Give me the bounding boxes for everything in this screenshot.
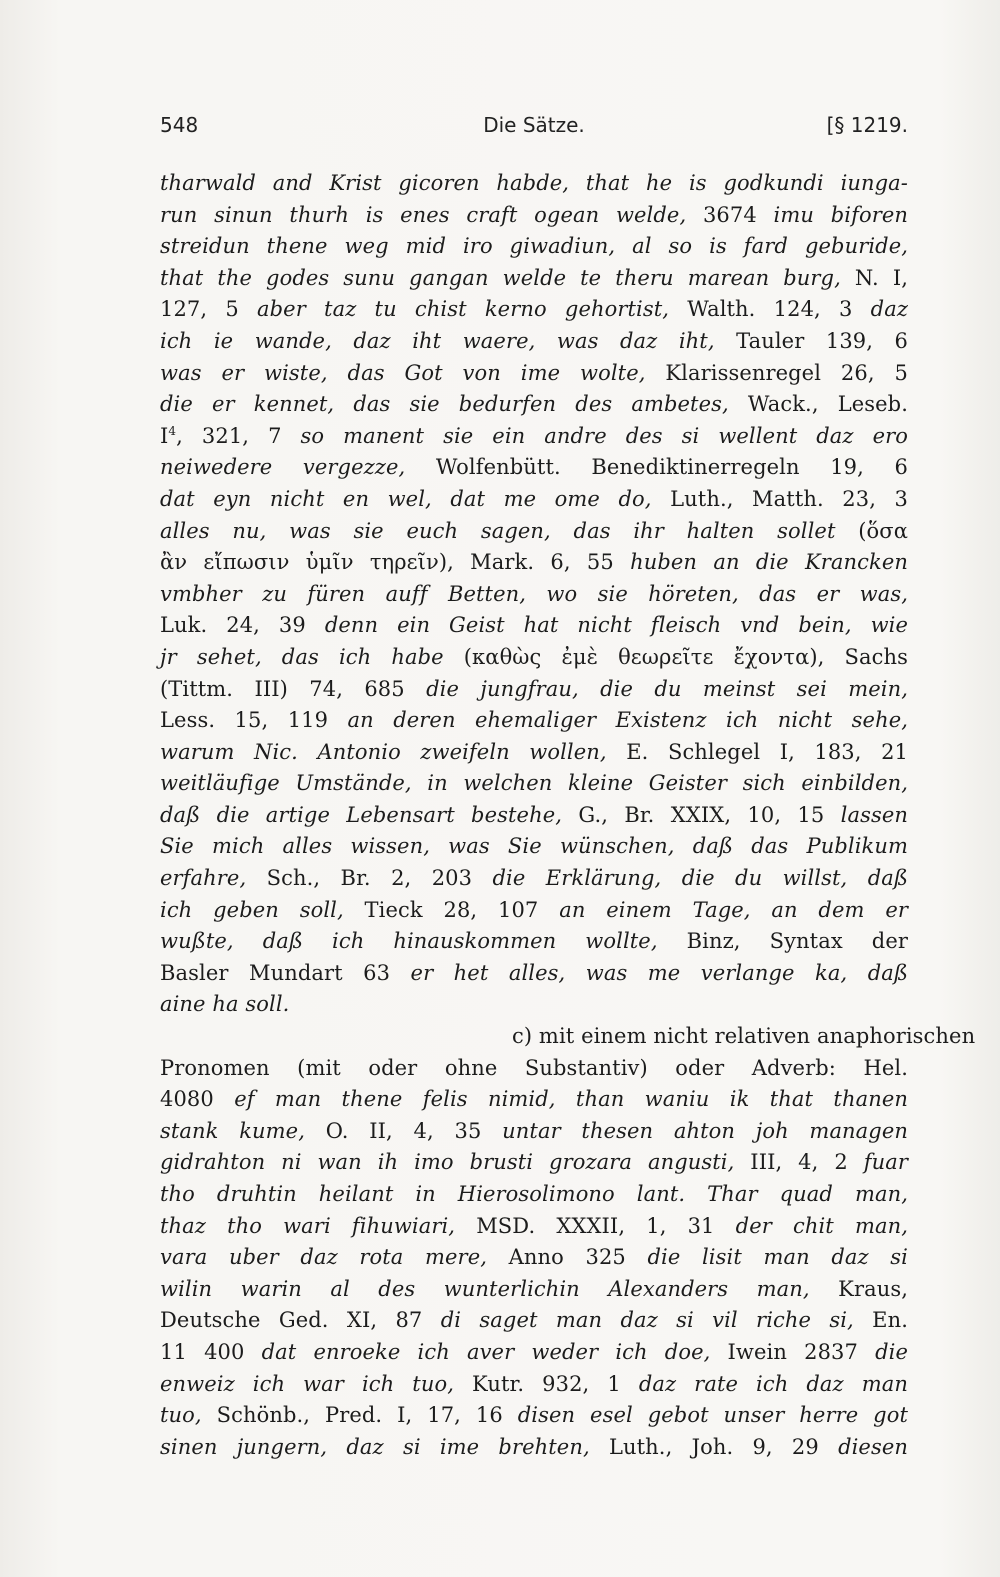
citation-text: Iwein 2837 [727,1339,876,1364]
quoted-text: fuar [863,1150,908,1175]
text-line [160,926,908,958]
quoted-text: dat enroeke ich aver weder ich doe, [261,1339,728,1364]
quoted-text: neiwedere vergezze, [160,455,436,480]
quoted-text: imu biforen [756,202,908,227]
running-title: Die Sätze. [483,113,585,137]
citation-text: Less. 15, 119 [160,708,348,733]
citation-text: Deutsche Ged. XI, 87 [160,1308,441,1333]
citation-text: Anno 325 [508,1245,648,1270]
text-line [160,1021,976,1053]
citation-text: c) mit einem nicht relativen anaphorischen [512,1024,976,1049]
text-line [160,294,908,326]
text-line [160,863,908,895]
text-line [160,989,908,1021]
citation-text: 4080 [160,1087,235,1112]
quoted-text: erfahre, [160,866,267,891]
citation-text: En. [872,1308,909,1333]
citation-text: Basler Mundart 63 [160,960,411,985]
page-number: 548 [160,113,199,137]
section-number: [§ 1219. [826,113,908,137]
text-line [160,1400,908,1432]
citation-text: Kraus, [838,1276,908,1301]
text-line [160,168,908,200]
citation-text: Wack., Leseb. [747,392,908,417]
quoted-text: disen esel gebot unser herre got [517,1403,908,1428]
quoted-text: di saget man daz si vil riche si, [440,1308,873,1333]
citation-text: I [160,423,169,448]
text-line [160,1211,908,1243]
quoted-text: weitläufige Umstände, in welchen kleine Geister sich einbilden, [160,771,908,796]
citation-text: Wolfenbütt. Benediktinerregeln 19, 6 [435,455,908,480]
quoted-text: tharwald and Krist gicoren habde, that he is godkundi iunga- [160,171,908,195]
quoted-text: enweiz ich war ich tuo, [160,1371,473,1396]
quoted-text: daz rate ich daz man [638,1371,908,1396]
quoted-text: tho druhtin heilant in Hierosolimono lant. Thar quad man, [160,1182,908,1206]
citation-text: Tauler 139, 6 [736,328,909,353]
quoted-text: die Erklärung, die du willst, daß [492,866,908,891]
citation-text: , 321, 7 [176,423,301,448]
quoted-text: aine ha soll. [160,992,290,1017]
text-line [160,1084,908,1116]
text-line [160,610,908,642]
quoted-text: was er wiste, das Got von ime wolte, [160,360,666,385]
text-line [160,200,908,232]
citation-text: Luk. 24, 39 [160,613,325,638]
text-line [160,1053,908,1085]
citation-text: MSD. XXXII, 1, 31 [476,1213,736,1238]
text-line [160,674,908,706]
text-line [160,895,908,927]
text-line [160,1147,908,1179]
citation-text: Sch., Br. 2, 203 [266,866,493,891]
text-line [160,421,908,453]
citation-text: Schönb., Pred. I, 17, 16 [216,1403,518,1428]
citation-text: (ὅσα [858,518,908,543]
text-line [160,1305,908,1337]
text-line [160,831,908,863]
text-line [160,737,908,769]
quoted-text: ich geben soll, [160,897,365,922]
text-line [160,642,908,674]
text-line [160,1369,908,1401]
quoted-text: daz [870,297,908,322]
citation-text: Luth., Joh. 9, 29 [608,1434,839,1459]
text-line [160,547,908,579]
quoted-text: lassen [840,802,908,827]
page-header [160,113,908,143]
text-line [160,1337,908,1369]
citation-text: (καθὼς ἐμὲ θεωρεῖτε ἔχοντα), Sachs [463,644,908,669]
citation-text: ἂν εἴπωσιν ὑμῖν τηρεῖν), Mark. 6, 55 [160,550,631,575]
citation-text: O. II, 4, 35 [325,1118,503,1143]
citation-text: III, 4, 2 [750,1150,864,1175]
quoted-text: huben an die Krancken [630,550,908,575]
text-line [160,389,908,421]
text-line [160,1242,908,1274]
text-line [160,768,908,800]
quoted-text: die [875,1339,908,1364]
quoted-text: dat eyn nicht en wel, dat me ome do, [160,486,671,511]
text-line [160,484,908,516]
quoted-text: that the godes sunu gangan welde te theru marean burg, [160,265,855,290]
text-line [160,1274,908,1306]
quoted-text: ich ie wande, daz iht waere, was daz iht, [160,328,737,353]
quoted-text: streidun thene weg mid iro giwadiun, al so is fard geburide, [160,234,908,259]
text-line [160,231,908,263]
text-line [160,705,908,737]
text-line [160,263,908,295]
citation-text: (Tittm. III) 74, 685 [160,676,427,701]
quoted-text: alles nu, was sie euch sagen, das ihr halten sollet [160,518,859,543]
quoted-text: ef man thene felis nimid, than waniu ik that thanen [234,1087,908,1112]
quoted-text: sinen jungern, daz si ime brehten, [160,1434,609,1459]
quoted-text: so manent sie ein andre des si wellent daz ero [300,423,908,448]
quoted-text: an deren ehemaliger Existenz ich nicht sehe, [347,708,908,733]
quoted-text: die lisit man daz si [647,1245,908,1270]
quoted-text: die jungfrau, die du meinst sei mein, [426,676,909,701]
citation-text: 3674 [702,202,757,227]
quoted-text: an einem Tage, an dem er [559,897,908,922]
citation-text: 127, 5 [160,297,258,322]
citation-text: Binz, Syntax der [686,929,908,954]
quoted-text: run sinun thurh is enes craft ogean welde, [160,202,703,227]
superscript: 4 [168,423,177,438]
quoted-text: stank kume, [160,1118,326,1143]
quoted-text: untar thesen ahton joh managen [502,1118,908,1143]
citation-text: Kutr. 932, 1 [472,1371,639,1396]
quoted-text: vara uber daz rota mere, [160,1245,509,1270]
quoted-text: thaz tho wari fihuwiari, [160,1213,477,1238]
quoted-text: die er kennet, das sie bedurfen des ambetes, [160,392,748,417]
text-line [160,1179,908,1211]
citation-text: Luth., Matth. 23, 3 [670,486,908,511]
quoted-text: daß die artige Lebensart bestehe, [160,802,579,827]
text-line [160,800,908,832]
citation-text: Klarissenregel 26, 5 [665,360,908,385]
text-line [160,1432,908,1464]
quoted-text: wilin warin al des wunterlichin Alexanders man, [160,1276,839,1301]
text-line [160,579,908,611]
body-text [160,168,976,1463]
quoted-text: denn ein Geist hat nicht fleisch vnd bein, wie [324,613,908,638]
text-line [160,358,908,390]
citation-text: Tieck 28, 107 [364,897,560,922]
text-line [160,958,908,990]
quoted-text: aber taz tu chist kerno gehortist, [257,297,688,322]
quoted-text: der chit man, [735,1213,908,1238]
text-line [160,516,908,548]
citation-text: N. I, [854,265,908,290]
text-line [160,326,908,358]
citation-text: Walth. 124, 3 [687,297,871,322]
quoted-text: warum Nic. Antonio zweifeln wollen, [160,739,627,764]
citation-text: E. Schlegel I, 183, 21 [626,739,908,764]
quoted-text: gidrahton ni wan ih imo brusti grozara angusti, [160,1150,751,1175]
quoted-text: diesen [838,1434,908,1459]
quoted-text: tuo, [160,1403,217,1428]
citation-text: Pronomen (mit oder ohne Substantiv) oder Adverb: Hel. [160,1055,908,1080]
quoted-text: wußte, daß ich hinauskommen wollte, [160,929,687,954]
text-line [160,452,908,484]
text-line [160,1116,908,1148]
quoted-text: Sie mich alles wissen, was Sie wünschen, daß das Publikum [160,834,908,859]
quoted-text: jr sehet, das ich habe [160,644,464,669]
quoted-text: vmbher zu füren auff Betten, wo sie höreten, das er was, [160,581,908,606]
citation-text: G., Br. XXIX, 10, 15 [578,802,841,827]
quoted-text: er het alles, was me verlange ka, daß [410,960,909,985]
citation-text: 11 400 [160,1339,262,1364]
